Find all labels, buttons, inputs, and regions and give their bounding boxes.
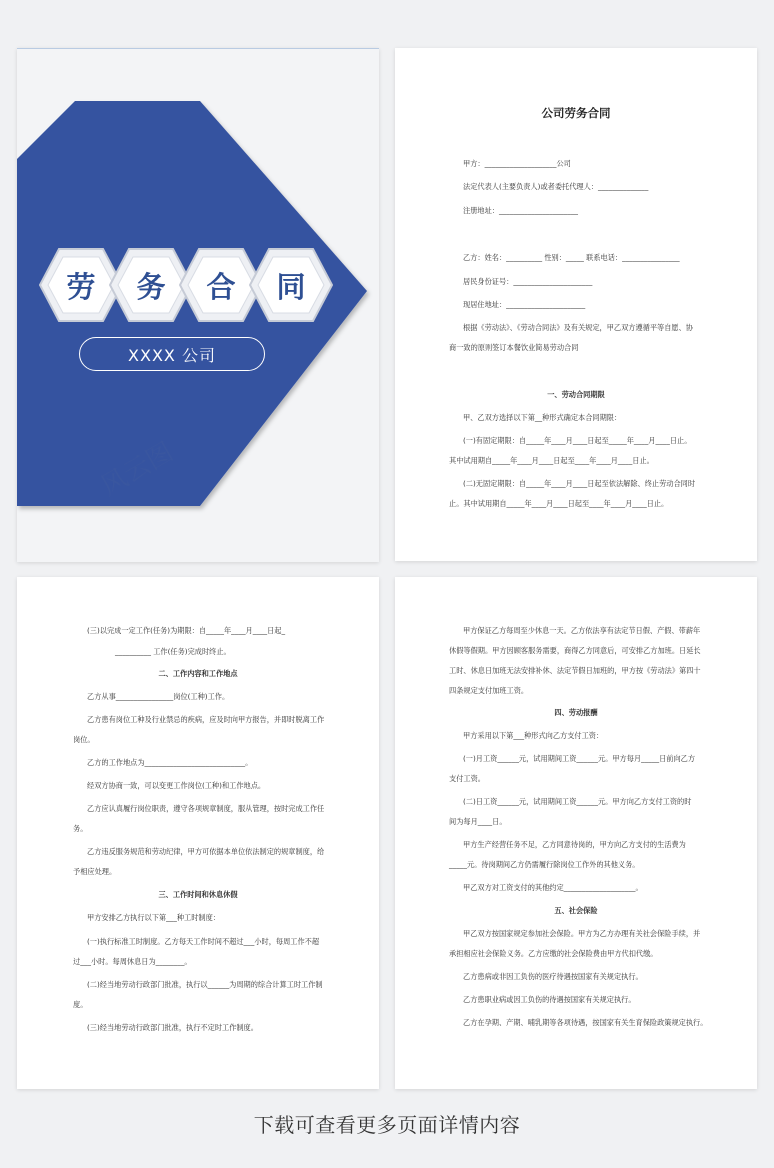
paragraph-line: 乙方患职业病或因工负伤的待遇按国家有关规定执行。 (463, 995, 636, 1004)
company-name: XXXX 公司 (79, 337, 265, 371)
paragraph-line: 经双方协商一致，可以变更工作岗位(工种)和工作地点。 (87, 781, 266, 790)
paragraph-line: 甲、乙双方选择以下第__种形式确定本合同期限： (463, 413, 622, 422)
paragraph-line: 予相应处理。 (73, 867, 117, 876)
paragraph-line: (三)以完成一定工作(任务)为期限：自_____年____月____日起_ (87, 626, 286, 635)
paragraph-line: 止。其中试用期自_____年____月____日起至____年____月____日止。 (449, 499, 669, 508)
paragraph-line: 甲乙双方对工资支付的其他约定____________________。 (463, 883, 643, 892)
paragraph-line: 甲方采用以下第___种形式向乙方支付工资： (463, 731, 604, 740)
party-a-line: 甲方：____________________公司 (463, 159, 571, 168)
paragraph-line: __________ 工作(任务)完成时终止。 (115, 647, 231, 656)
paragraph-line: 甲方生产经营任务不足，乙方同意待岗的，甲方向乙方支付的生活费为 (463, 840, 686, 849)
paragraph-line: 甲方保证乙方每周至少休息一天。乙方依法享有法定节日假、产假、带薪年 (463, 626, 701, 635)
paragraph-line: 商一致的原则签订本餐饮业简易劳动合同 (449, 343, 579, 352)
paragraph-line: 休假等假期。甲方因顾客服务需要，商得乙方同意后，可安排乙方加班。日延长 (449, 646, 701, 655)
paragraph-line: 工时、休息日加班无法安排补休、法定节假日加班的，甲方按《劳动法》第四十 (449, 666, 701, 675)
residence-line: 现居住地址：______________________ (463, 300, 586, 309)
paragraph-line: 承担相应社会保险义务。乙方应缴的社会保险费由甲方代扣代缴。 (449, 949, 658, 958)
title-char: 劳 (66, 269, 96, 304)
paragraph-line: (一)月工资______元，试用期间工资______元。甲方每月_____日前向乙方 (463, 754, 696, 763)
paragraph-line: (一)有固定期限：自_____年____月____日起至_____年____月____日止。 (463, 436, 692, 445)
title-char: 同 (276, 269, 306, 304)
paragraph-line: 根据《劳动法》、《劳动合同法》及有关规定，甲乙双方遵循平等自愿、协 (463, 323, 693, 332)
contract-page-2 (17, 577, 379, 1089)
paragraph-line: 支付工资。 (449, 774, 485, 783)
section-heading: 三、工作时间和休息休假 (158, 890, 238, 899)
section-heading: 五、社会保险 (554, 906, 598, 915)
paragraph-line: 甲乙双方按国家规定参加社会保险。甲方为乙方办理有关社会保险手续，并 (463, 929, 701, 938)
paragraph-line: 乙方违反服务规范和劳动纪律，甲方可依据本单位依法制定的规章制度，给 (87, 847, 325, 856)
paragraph-line: 乙方的工作地点为____________________________。 (87, 758, 253, 767)
paragraph-line: 乙方在孕期、产期、哺乳期等各项待遇，按国家有关生育保险政策规定执行。 (463, 1018, 708, 1027)
paragraph-line: 乙方患有岗位工种及行业禁忌的疾病，应及时向甲方报告，并即时脱离工作 (87, 715, 325, 724)
paragraph-line: (二)日工资______元，试用期间工资______元。甲方向乙方支付工资的时 (463, 797, 692, 806)
paragraph-line: 过___小时。每周休息日为________。 (73, 957, 192, 966)
document-title: 公司劳务合同 (541, 106, 611, 120)
contract-page-3 (395, 577, 757, 1089)
paragraph-line: _____元。待岗期间乙方仍需履行除岗位工作外的其他义务。 (449, 860, 640, 869)
paragraph-line: 度。 (73, 1000, 88, 1009)
paragraph-line: 乙方患病或非因工负伤的医疗待遇按国家有关规定执行。 (463, 972, 643, 981)
paragraph-line: 间为每月____日。 (449, 817, 507, 826)
paragraph-line: 岗位。 (73, 735, 95, 744)
section-heading: 二、工作内容和工作地点 (158, 669, 238, 678)
title-hex (249, 247, 333, 323)
section-heading: 四、劳动报酬 (554, 708, 598, 717)
paragraph-line: (一)执行标准工时制度。乙方每天工作时间不超过___小时，每周工作不超 (87, 937, 320, 946)
party-b-line: 乙方：姓名：__________ 性别：_____ 联系电话：________________ (463, 253, 680, 262)
paragraph-line: 务。 (73, 824, 88, 833)
paragraph-line: (三)经当地劳动行政部门批准，执行不定时工作制度。 (87, 1023, 258, 1032)
section-heading: 一、劳动合同期限 (547, 390, 605, 399)
id-number-line: 居民身份证号：______________________ (463, 277, 593, 286)
paragraph-line: 乙方从事________________岗位(工种)工作。 (87, 692, 230, 701)
contract-page-1 (395, 48, 757, 561)
title-hex-row (39, 247, 339, 325)
cover-page (17, 48, 379, 562)
watermark: 风云图 (95, 437, 179, 503)
paragraph-line: 甲方安排乙方执行以下第___种工时制度： (87, 913, 220, 922)
paragraph-line: (二)经当地劳动行政部门批准，执行以______为周期的综合计算工时工作制 (87, 980, 323, 989)
paragraph-line: 乙方应认真履行岗位职责，遵守各项规章制度，服从管理，按时完成工作任 (87, 804, 325, 813)
title-char: 务 (136, 269, 166, 304)
download-more-caption[interactable]: 下载可查看更多页面详情内容 (253, 1113, 521, 1137)
title-char: 合 (206, 269, 236, 304)
representative-line: 法定代表人(主要负责人)或者委托代理人：______________ (463, 182, 649, 191)
address-line: 注册地址：______________________ (463, 206, 579, 215)
paragraph-line: 其中试用期自_____年____月____日起至____年____月____日止。 (449, 456, 654, 465)
paragraph-line: 四条规定支付加班工资。 (449, 686, 529, 695)
paragraph-line: (二)无固定期限：自_____年____月____日起至依法解除、终止劳动合同时 (463, 479, 696, 488)
